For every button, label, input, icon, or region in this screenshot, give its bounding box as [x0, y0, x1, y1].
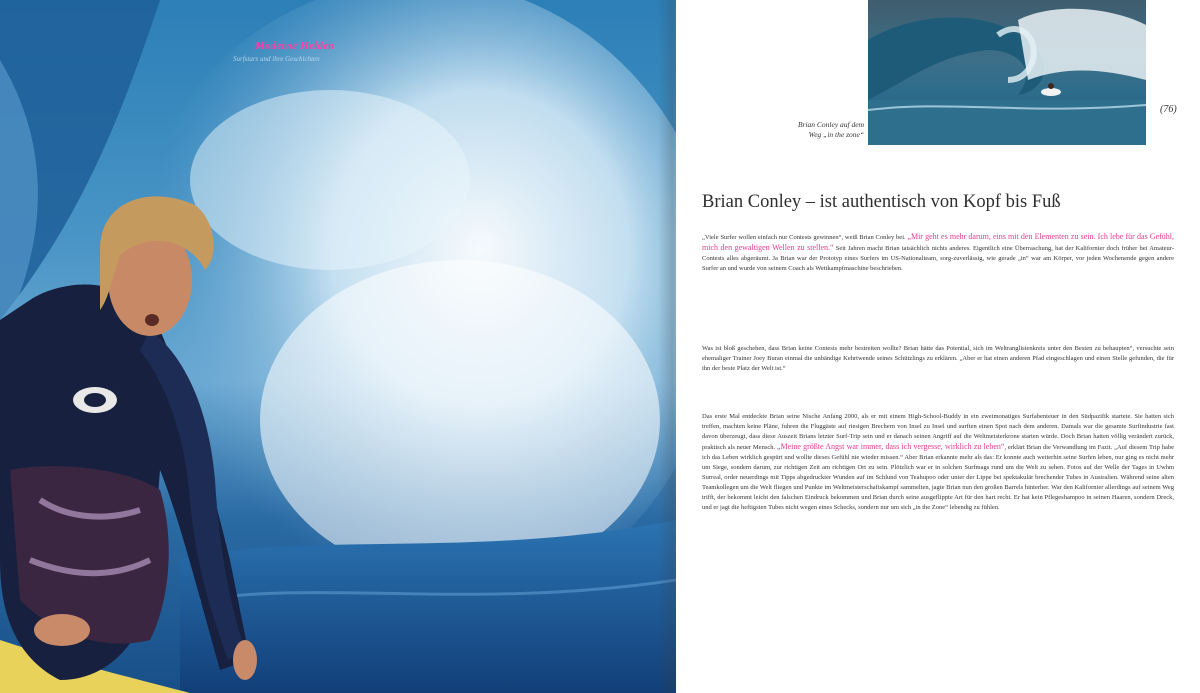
article-paragraph-2 [702, 344, 1174, 394]
left-page-caption-sub: Surfstars und ihre Geschichten [233, 55, 320, 63]
pull-quote-2: „Meine größte Angst war immer, dass ich vergesse, wirklich zu leben“ [776, 442, 1005, 451]
paragraph-2-text: Was ist bloß geschehen, dass Brian keine Contests mehr bestreiten wollte? Brian hätte das Potential, sich im Weltranglistenkreis unter den Besten zu behaupten“, versuchte sein ehemaliger Trainer Joey Buran einmal die unbändige Kehrtwende seines Schützlings zu erklären. „Aber er hat einen anderen Pfad eingeschlagen und einen Stelle gefunden, die für ihn der beste Platz der Welt ist.“ [702, 345, 1174, 372]
paragraph-1-rest: Seit Jahren macht Brian tatsächlich nichts anderes. Eigentlich eine Überraschung, hat der Kalifornier doch früher bei Amateur-Contests alles abgeräumt. Ja Brian war der Prototyp eines Surfers im US-Nationalteam, sorg-zuverlässig, wie gerade „in“ war am Körper, vor jeden Wochenende gegen andere Surfer an und wurde von seinem Coach als Wettkampfmaschine beschrieben. [702, 245, 1174, 272]
big-wave-illustration [868, 0, 1146, 145]
paragraph-3-b: , erklärt Brian die Verwandlung im Fazit. „Auf diesem Trip habe ich das Leben wirklich gespürt und wollte dieses Gefühl nie wieder missen.“ Aber Brian erkannte mehr als das: Er konnte auch weiterhin seine Surfen leben, nur ging es nicht mehr um Siege, sondern darum, zur richtigen Zeit am richtigen Ort zu sein. Plötzlich war er in solchen Surfmags rund um die Welt zu sehen. Fotos auf der Welle der Tages in Uwhm Surreal, order neuerdings mit Tipps abgedruckter Wunden auf im Schlund von Teahupoo oder unter der Lippe bei spektakulär brechender Tubes in Australien. Während seine alten Teamkollegen um die Welt fliegen und Punkte im Weltmeisterschaftskampf sammelten, jagte Brian nun den großen Barrels hinterher. War den Kalifornier allerdings auf seinem Weg trifft, der bekommt leicht den falschen Eindruck bekommen und Brian durch seine ausgeflippte Art für den hart recht. Er hat kein Pflegeshampoo in seinen Haaren, sondern Dreck, und er jagt die heftigsten Tubes nicht wegen eines Schecks, sondern nur um sich „in the Zone“ lebendig zu fühlen. [702, 444, 1174, 511]
article-headline: Brian Conley – ist authentisch von Kopf bis Fuß [702, 192, 1061, 212]
article-paragraph-3 [702, 412, 1174, 642]
photo-caption-line1: Brian Conley auf dem [797, 120, 864, 129]
paragraph-1-intro: „Viele Surfer wollen einfach nur Contests gewinnen“, weiß Brian Conley bei. [702, 234, 908, 241]
photo-caption [760, 120, 864, 140]
photo-caption-line2: Weg „in the zone“ [808, 130, 864, 140]
paragraph-3-a: Das erste Mal entdeckte Brian seine Nische Anfang 2000, als er mit einem High-School-Buddy in ein zweimonatiges Surfabenteuer in den Südpazifik startete. Sie hatten sich treffen, machten keine Pläne, fuhren die Fluggäste auf riesigen Brechern von Insel zu Insel und surften einen Spot nach dem anderen. Damals war die gesamte Surfindustrie fast davon überzeugt, dass diese Auszeit Brians letzter Surf-Trip sein und er danach seinen Angriff auf die Weltmeisterkrone starten würde. Doch Brian hatten völlig verändert zurück, praktisch als neuer Mensch. [702, 413, 1174, 451]
left-page-caption: Moderne Helden [255, 40, 335, 52]
article-paragraph-1 [702, 232, 1174, 332]
pull-quote-1: „Mir geht es mehr darum, eins mit den Elementen zu sein. Ich lebe für das Gefühl, mich den gewaltigen Wellen zu stellen.“ [702, 232, 1174, 252]
big-wave-photo [868, 0, 1146, 145]
page-number: (76) [1160, 104, 1177, 115]
